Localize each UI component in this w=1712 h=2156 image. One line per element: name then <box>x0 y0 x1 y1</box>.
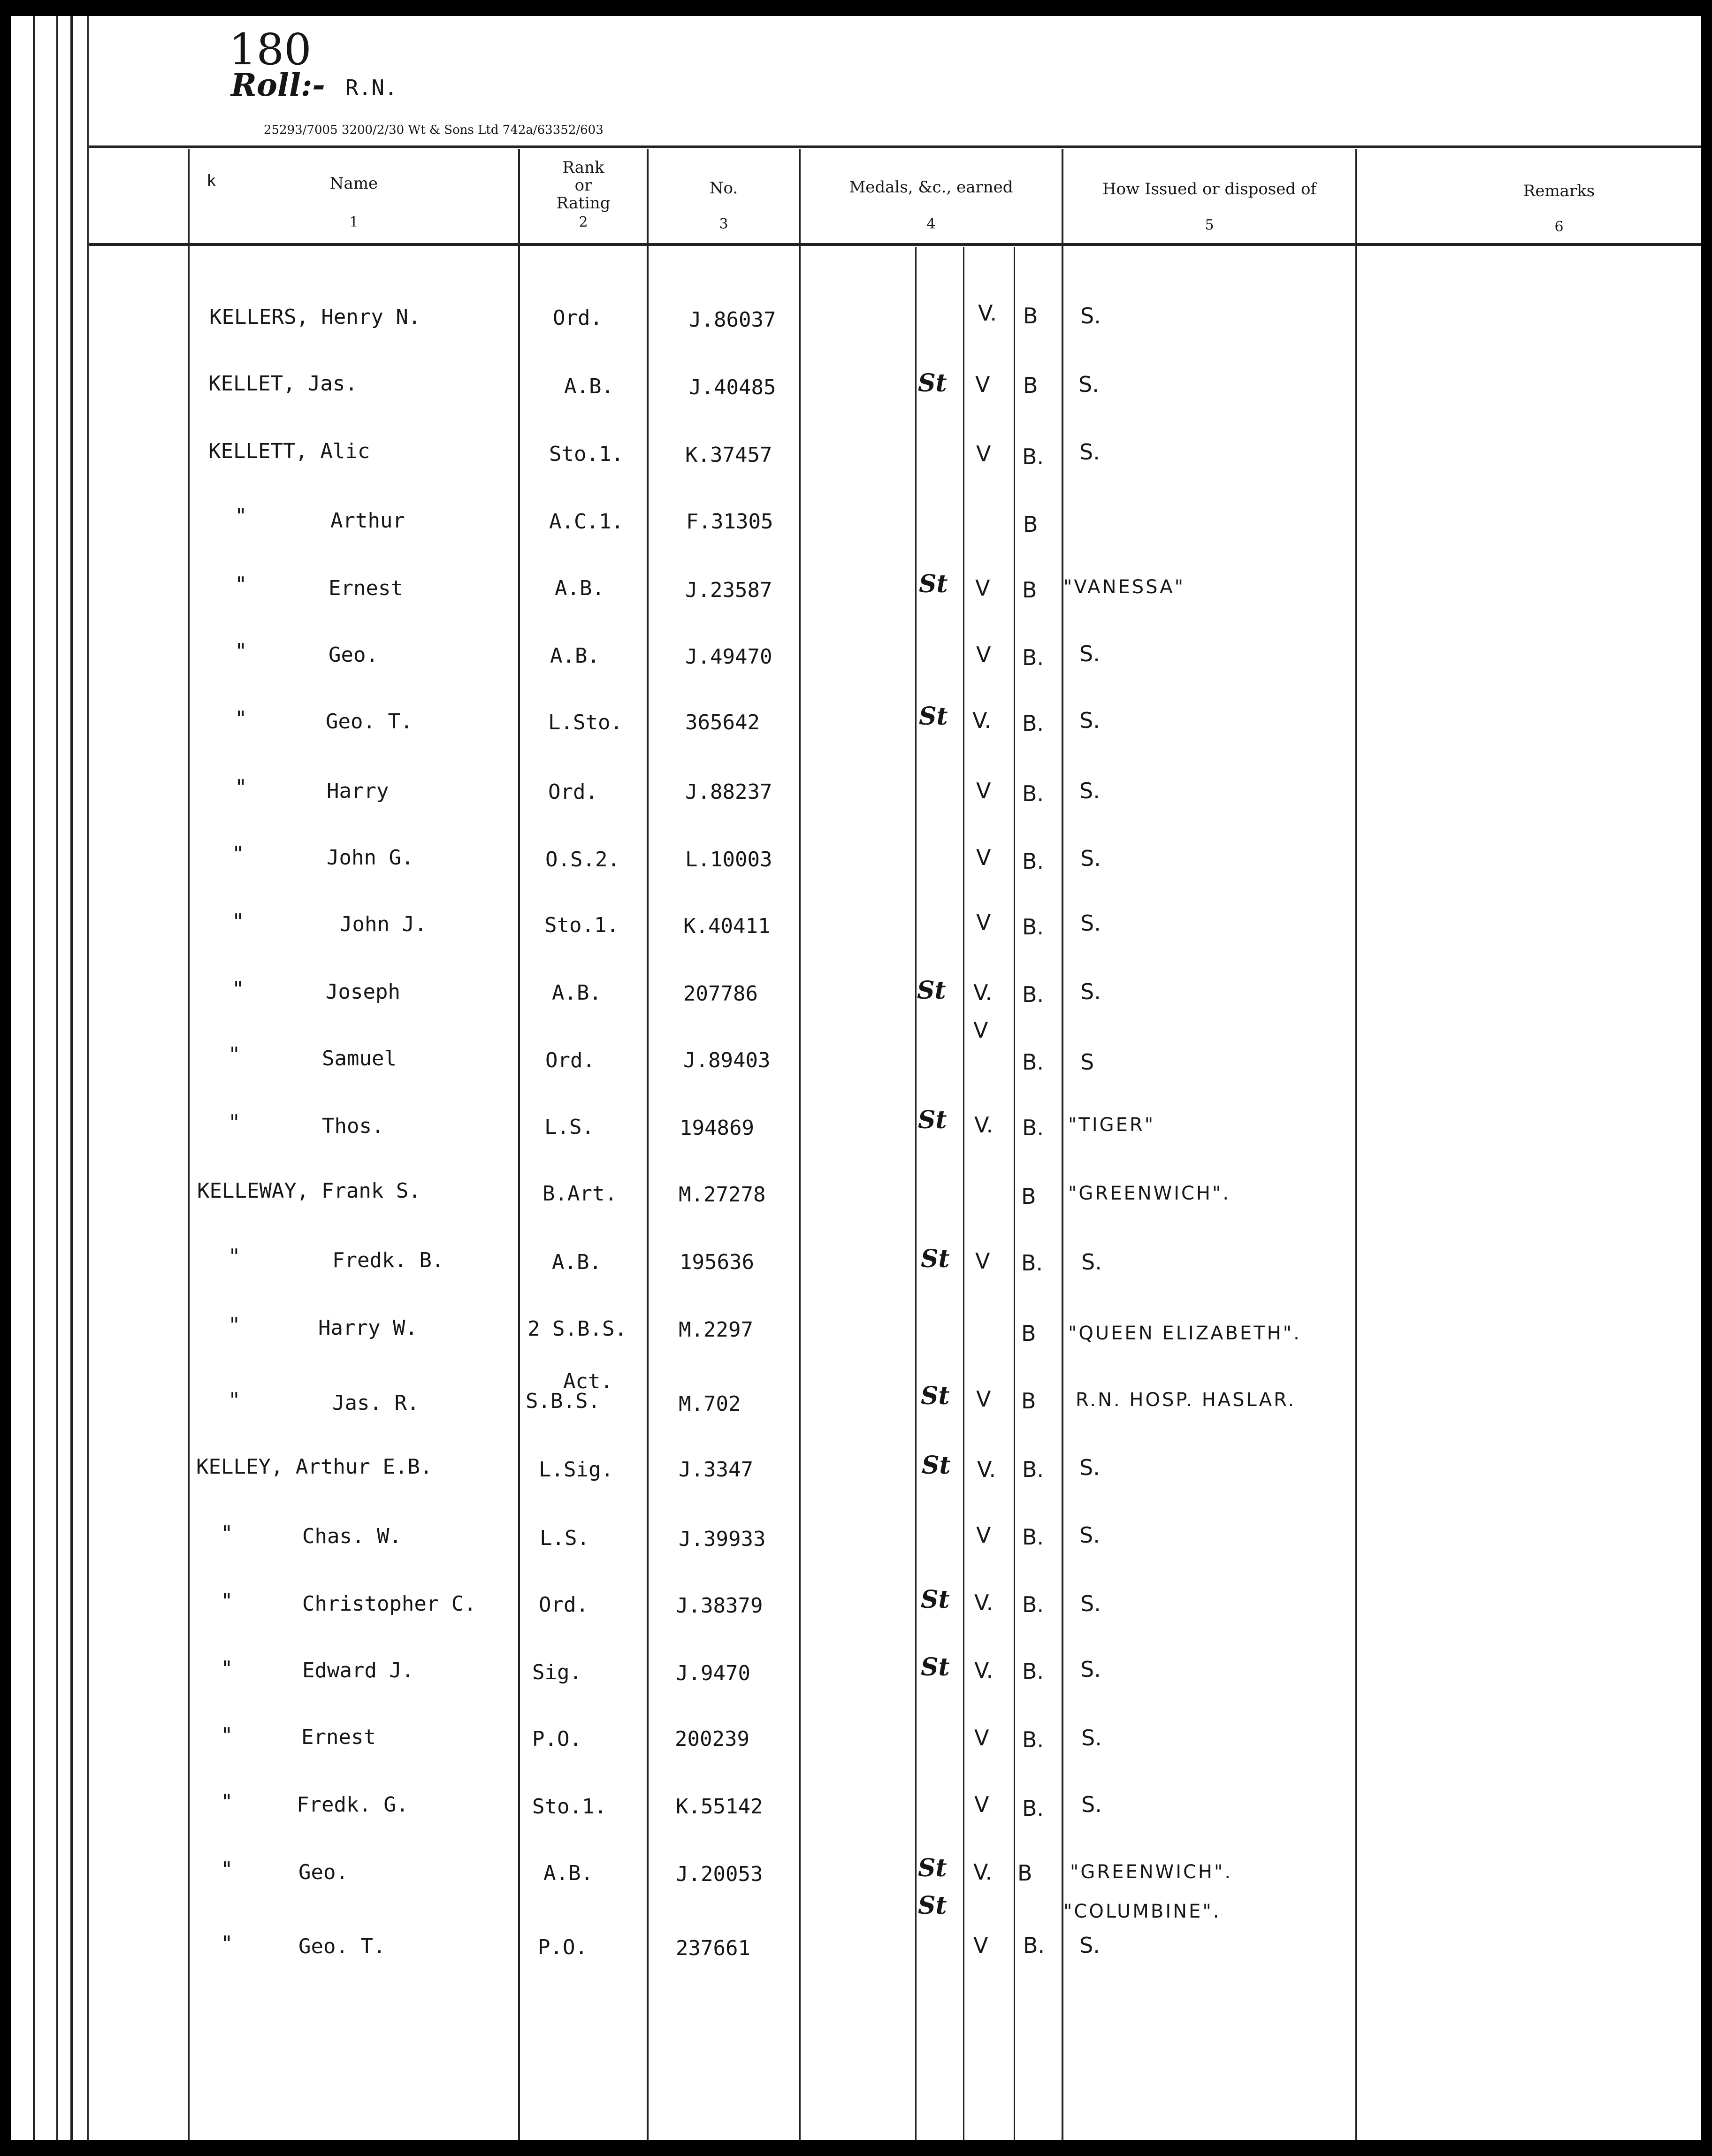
row-14-no: 195636 <box>680 1250 754 1274</box>
row-17-b: B. <box>1022 1457 1044 1482</box>
row-19-st: St <box>921 1585 950 1614</box>
row-12-v: V. <box>974 1112 994 1138</box>
row-15-b: B <box>1021 1321 1036 1346</box>
page-number: 180 <box>229 24 312 75</box>
row-14-v: V <box>975 1248 990 1274</box>
col-number-issued: 5 <box>1205 217 1214 233</box>
row-4-st: St <box>919 570 948 598</box>
row-10-issued: S. <box>1080 979 1101 1004</box>
row-2-v: V <box>976 441 991 466</box>
row-4-issued: "VANESSA" <box>1063 576 1185 598</box>
row-25-v: V <box>973 1933 988 1958</box>
row-5-v: V <box>976 642 991 667</box>
row-6-no: 365642 <box>685 711 760 734</box>
row-3-rank: A.C.1. <box>549 510 624 534</box>
row-23-v: V. <box>973 1859 993 1885</box>
binding-line-3 <box>70 16 73 2140</box>
row-15-issued: "QUEEN ELIZABETH". <box>1068 1323 1301 1344</box>
row-7-rank: Ord. <box>548 780 598 804</box>
row-3-given: Arthur <box>330 509 405 533</box>
row-14-b: B. <box>1021 1250 1043 1276</box>
row-2-no: K.37457 <box>685 443 772 467</box>
row-2-issued: S. <box>1079 439 1100 465</box>
roll-label: Roll:- <box>231 67 325 103</box>
row-21-given: Ernest <box>301 1725 376 1749</box>
row-16-rank: Act. <box>563 1369 613 1393</box>
row-25-rank: P.O. <box>538 1935 588 1959</box>
row-25-given: Geo. T. <box>298 1934 386 1958</box>
row-11-given: Samuel <box>322 1047 397 1070</box>
scan-border-right <box>1701 0 1712 2156</box>
row-17-name: KELLEY, Arthur E.B. <box>196 1455 433 1479</box>
col-rule-name <box>518 149 520 2140</box>
col-header-remarks: Remarks <box>1523 182 1595 200</box>
row-24-issued: "COLUMBINE". <box>1063 1901 1221 1922</box>
col-rule-rank <box>647 149 649 2140</box>
binding-line-2 <box>56 16 58 2140</box>
row-23-issued: "GREENWICH". <box>1070 1861 1233 1883</box>
row-6-b: B. <box>1022 711 1044 736</box>
row-19-issued: S. <box>1080 1591 1101 1616</box>
row-3-b: B <box>1023 512 1038 537</box>
row-1-no: J.40485 <box>689 375 776 399</box>
row-4-ditto: " <box>235 573 247 596</box>
col-rule-medal-1 <box>915 247 917 2140</box>
row-1-b: B <box>1023 373 1038 398</box>
col-rule-no <box>799 149 801 2140</box>
row-9-given: John J. <box>340 912 427 936</box>
row-0-rank: Ord. <box>553 306 603 330</box>
row-7-v: V <box>976 778 991 803</box>
row-6-rank: L.Sto. <box>548 711 623 734</box>
col-header-name: Name <box>329 174 378 193</box>
row-8-issued: S. <box>1080 846 1101 871</box>
row-16-b: B <box>1021 1388 1036 1414</box>
row-20-st: St <box>921 1653 950 1682</box>
row-9-v: V <box>976 910 991 935</box>
row-20-given: Edward J. <box>302 1659 414 1682</box>
row-13-rank: B.Art. <box>543 1182 617 1206</box>
row-19-v: V. <box>974 1590 994 1615</box>
row-14-rank: A.B. <box>552 1250 602 1274</box>
row-22-ditto: " <box>221 1790 233 1814</box>
row-21-ditto: " <box>221 1723 233 1747</box>
row-16-rank2: S.B.S. <box>526 1389 600 1413</box>
row-10-v: V. <box>973 980 993 1005</box>
row-18-issued: S. <box>1079 1522 1100 1548</box>
col-number-no: 3 <box>719 216 728 232</box>
row-6-given: Geo. T. <box>326 710 413 734</box>
row-22-v: V <box>974 1792 989 1817</box>
row-11-ditto: " <box>228 1043 241 1067</box>
row-0-name: KELLERS, Henry N. <box>209 305 421 329</box>
col-header-medals: Medals, &c., earned <box>849 178 1013 197</box>
row-2-name: KELLETT, Alic <box>208 439 370 463</box>
row-5-ditto: " <box>235 639 247 663</box>
row-17-rank: L.Sig. <box>539 1458 613 1482</box>
row-10-rank: A.B. <box>552 981 602 1005</box>
col-number-name: 1 <box>349 214 359 230</box>
row-2-rank: Sto.1. <box>549 442 624 466</box>
binding-line-1 <box>33 16 35 2140</box>
row-14-given: Fredk. B. <box>332 1248 444 1272</box>
row-12-b: B. <box>1022 1115 1044 1140</box>
col-number-rank: 2 <box>579 214 588 230</box>
row-18-no: J.39933 <box>679 1527 766 1551</box>
scan-border-bottom <box>0 2140 1712 2156</box>
corner-mark: k <box>206 172 216 191</box>
row-24-st: St <box>918 1891 947 1920</box>
row-20-rank: Sig. <box>532 1660 582 1684</box>
row-10-b: B. <box>1022 982 1044 1007</box>
row-9-rank: Sto.1. <box>544 913 619 937</box>
row-0-no: J.86037 <box>689 308 776 332</box>
row-11-v: V <box>973 1017 988 1043</box>
row-6-st: St <box>919 702 948 731</box>
row-4-b: B <box>1022 577 1037 603</box>
row-16-st: St <box>921 1382 950 1410</box>
row-20-no: J.9470 <box>676 1661 750 1685</box>
row-19-rank: Ord. <box>539 1593 588 1617</box>
row-17-issued: S. <box>1079 1455 1100 1480</box>
roll-value: R.N. <box>345 75 397 100</box>
row-20-issued: S. <box>1080 1657 1101 1682</box>
row-9-no: K.40411 <box>683 914 771 938</box>
row-4-given: Ernest <box>329 576 403 600</box>
row-13-issued: "GREENWICH". <box>1068 1183 1231 1204</box>
row-22-rank: Sto.1. <box>532 1795 607 1819</box>
row-1-name: KELLET, Jas. <box>208 372 358 396</box>
row-25-b: B. <box>1023 1933 1045 1958</box>
row-23-b: B <box>1017 1860 1032 1886</box>
row-8-ditto: " <box>232 842 245 866</box>
row-15-given: Harry W. <box>318 1316 418 1340</box>
col-number-remarks: 6 <box>1554 219 1564 235</box>
row-23-given: Geo. <box>298 1860 348 1884</box>
col-rule-issued <box>1355 149 1357 2140</box>
row-8-b: B. <box>1022 849 1044 874</box>
row-18-b: B. <box>1022 1524 1044 1550</box>
row-8-rank: O.S.2. <box>545 848 620 872</box>
row-0-v: V. <box>978 300 997 326</box>
row-4-no: J.23587 <box>685 578 772 602</box>
row-23-ditto: " <box>221 1858 233 1881</box>
header-bottom-rule <box>89 243 1701 246</box>
row-19-b: B. <box>1022 1592 1044 1617</box>
col-rule-medal-3 <box>1014 247 1015 2140</box>
row-18-ditto: " <box>221 1521 233 1545</box>
header-top-rule <box>89 145 1701 148</box>
row-12-st: St <box>918 1106 947 1134</box>
col-rule-medal-2 <box>963 247 964 2140</box>
row-7-issued: S. <box>1079 778 1100 803</box>
row-10-st: St <box>917 976 946 1005</box>
row-16-issued: R.N. HOSP. HASLAR. <box>1076 1389 1296 1411</box>
col-header-rank: Rank or Rating <box>556 158 611 213</box>
col-number-medals: 4 <box>926 216 936 232</box>
row-0-b: B <box>1023 303 1038 329</box>
row-19-ditto: " <box>221 1589 233 1613</box>
row-3-no: F.31305 <box>686 510 773 534</box>
row-20-b: B. <box>1022 1659 1044 1684</box>
row-17-no: J.3347 <box>679 1458 753 1482</box>
row-5-given: Geo. <box>329 643 378 667</box>
col-header-no: No. <box>709 179 738 198</box>
row-11-issued: S <box>1080 1049 1094 1075</box>
row-18-v: V <box>976 1522 991 1548</box>
row-16-v: V <box>976 1386 991 1412</box>
row-5-no: J.49470 <box>685 645 772 669</box>
row-15-rank: 2 S.B.S. <box>527 1317 627 1341</box>
row-8-no: L.10003 <box>685 848 772 872</box>
row-23-st: St <box>918 1854 947 1882</box>
row-11-b: B. <box>1022 1049 1044 1075</box>
row-18-given: Chas. W. <box>302 1524 402 1548</box>
row-21-issued: S. <box>1081 1725 1102 1751</box>
row-16-given: Jas. R. <box>332 1391 420 1415</box>
row-3-ditto: " <box>235 504 247 528</box>
row-7-ditto: " <box>235 775 247 799</box>
row-6-ditto: " <box>235 707 247 731</box>
row-22-given: Fredk. G. <box>297 1793 409 1817</box>
row-19-no: J.38379 <box>676 1594 763 1618</box>
row-9-b: B. <box>1022 914 1044 940</box>
scan-border-left <box>0 0 11 2156</box>
row-25-ditto: " <box>221 1932 233 1956</box>
row-12-no: 194869 <box>680 1116 754 1140</box>
row-9-issued: S. <box>1080 910 1101 936</box>
row-17-st: St <box>922 1451 951 1480</box>
row-14-st: St <box>921 1245 950 1273</box>
row-11-rank: Ord. <box>545 1048 595 1072</box>
row-7-no: J.88237 <box>685 780 772 804</box>
row-23-no: J.20053 <box>676 1862 763 1886</box>
row-4-v: V <box>975 575 990 601</box>
row-1-v: V <box>975 372 990 397</box>
row-1-st: St <box>918 369 947 398</box>
col-rule-medals <box>1062 149 1063 2140</box>
row-15-no: M.2297 <box>679 1318 753 1342</box>
row-1-rank: A.B. <box>564 375 614 398</box>
row-13-no: M.27278 <box>679 1183 766 1207</box>
row-19-given: Christopher C. <box>302 1592 476 1616</box>
row-5-issued: S. <box>1079 641 1100 666</box>
row-17-v: V. <box>977 1457 996 1482</box>
row-12-rank: L.S. <box>544 1115 594 1139</box>
row-2-b: B. <box>1022 444 1044 469</box>
row-1-issued: S. <box>1078 372 1099 397</box>
row-21-b: B. <box>1022 1727 1044 1752</box>
row-8-given: John G. <box>327 846 414 870</box>
scan-border-top <box>0 0 1712 16</box>
row-22-b: B. <box>1022 1796 1044 1821</box>
print-code: 25293/7005 3200/2/30 Wt & Sons Ltd 742a/63352/603 <box>264 123 604 137</box>
row-21-v: V <box>974 1725 989 1751</box>
row-20-ditto: " <box>221 1657 233 1681</box>
row-13-name: KELLEWAY, Frank S. <box>197 1179 421 1203</box>
row-12-issued: "TIGER" <box>1068 1114 1155 1136</box>
row-10-no: 207786 <box>683 982 758 1006</box>
row-10-ditto: " <box>232 977 245 1001</box>
row-5-b: B. <box>1022 645 1044 670</box>
row-18-rank: L.S. <box>540 1526 589 1550</box>
row-0-issued: S. <box>1080 303 1101 329</box>
row-22-issued: S. <box>1081 1792 1102 1817</box>
row-9-ditto: " <box>232 910 245 933</box>
row-25-no: 237661 <box>676 1936 750 1960</box>
row-12-given: Thos. <box>322 1114 384 1138</box>
row-16-no: M.702 <box>679 1392 741 1416</box>
row-6-issued: S. <box>1079 708 1100 733</box>
row-12-ditto: " <box>228 1110 241 1134</box>
row-16-ditto: " <box>228 1388 241 1412</box>
col-header-issued: How Issued or disposed of <box>1102 180 1316 199</box>
row-14-ditto: " <box>228 1245 241 1269</box>
row-25-issued: S. <box>1079 1933 1100 1958</box>
col-rule-left <box>188 149 190 2140</box>
row-21-rank: P.O. <box>532 1727 582 1751</box>
row-20-v: V. <box>974 1658 994 1683</box>
row-22-no: K.55142 <box>676 1795 763 1819</box>
row-13-b: B <box>1021 1184 1036 1209</box>
row-5-rank: A.B. <box>550 644 600 668</box>
row-23-rank: A.B. <box>543 1861 593 1885</box>
row-4-rank: A.B. <box>555 576 604 600</box>
row-7-b: B. <box>1022 781 1044 806</box>
row-8-v: V <box>976 845 991 870</box>
row-14-issued: S. <box>1081 1249 1102 1275</box>
binding-line-4 <box>87 16 89 2140</box>
row-11-no: J.89403 <box>683 1048 771 1072</box>
row-6-v: V. <box>972 708 992 733</box>
row-15-ditto: " <box>228 1313 241 1337</box>
row-21-no: 200239 <box>675 1727 749 1751</box>
row-10-given: Joseph <box>326 980 400 1004</box>
row-7-given: Harry <box>327 779 389 803</box>
